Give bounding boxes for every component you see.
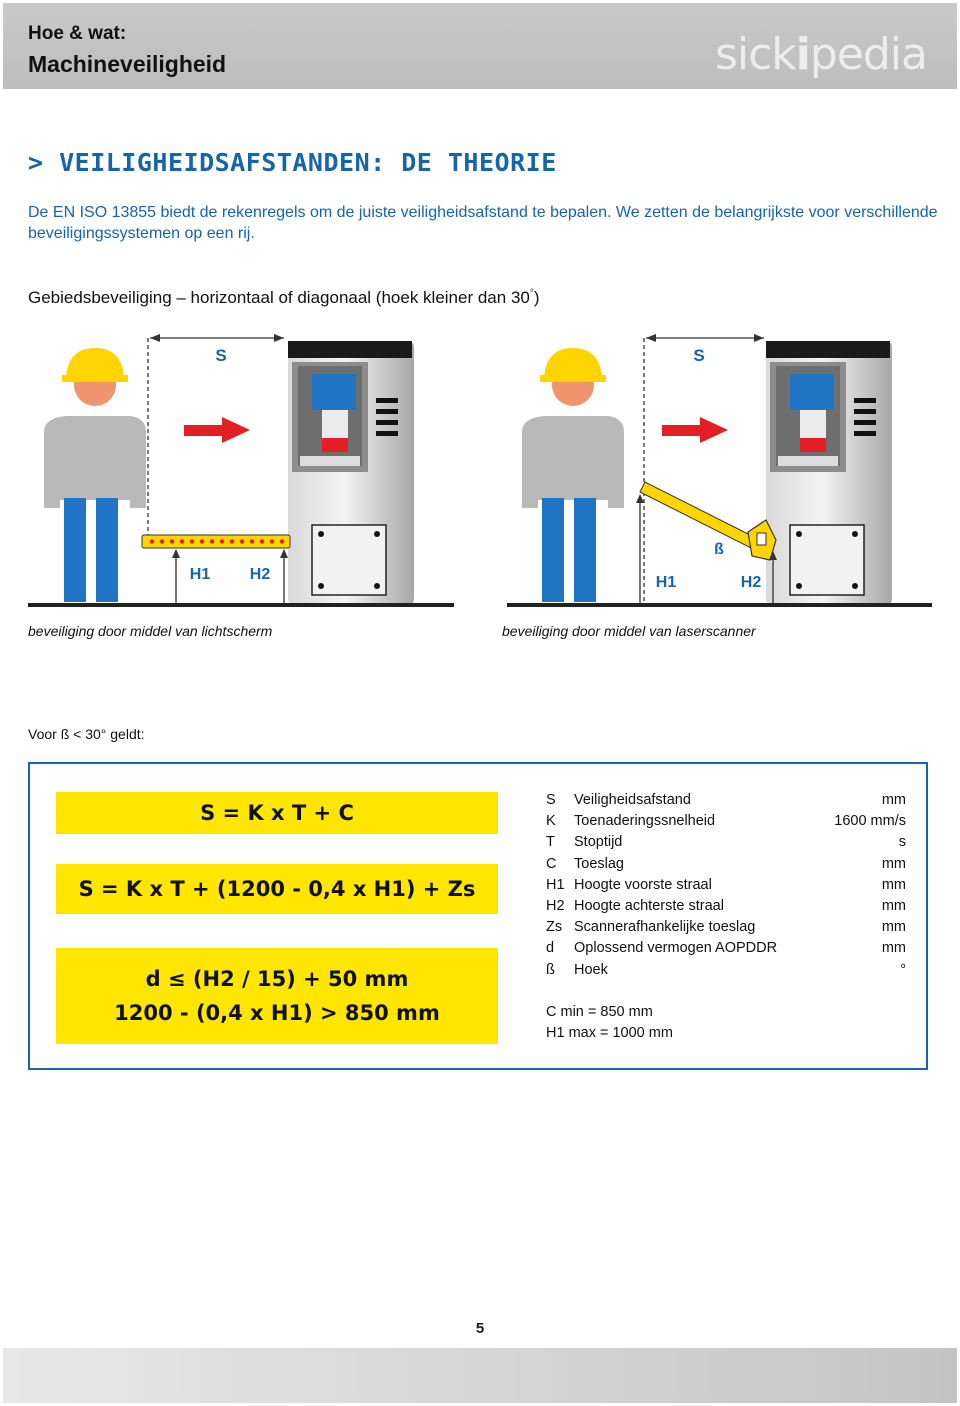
h1-label: H1	[655, 574, 677, 591]
left-scene	[28, 334, 454, 607]
formula-conditions: d ≤ (H2 / 15) + 50 mm 1200 - (0,4 x H1) > 850 mm	[56, 948, 498, 1044]
h2-label: H2	[249, 566, 271, 583]
legend-row: Zs Scannerafhankelijke toeslag mm	[546, 919, 906, 936]
h2-label: H2	[740, 574, 762, 591]
right-scene	[507, 334, 932, 607]
legend-row: T Stoptijd s	[546, 834, 906, 851]
floor-line	[28, 603, 454, 607]
section-title: > VEILIGHEIDSAFSTANDEN: DE THEORIE	[28, 148, 557, 177]
figure-title: Gebiedsbeveiliging – horizontaal of diagonaal (hoek kleiner dan 30°)	[28, 288, 540, 307]
header-title: Machineveiligheid	[28, 51, 227, 77]
left-caption: beveiliging door middel van lichtscherm	[28, 623, 273, 639]
worker-figure	[44, 348, 146, 602]
beta-label: ß	[714, 541, 724, 558]
footer-bar	[3, 1348, 957, 1403]
safety-distance-illustration	[0, 320, 960, 620]
legend-row: H1 Hoogte voorste straal mm	[546, 876, 906, 893]
header-bar	[3, 3, 957, 89]
floor-line	[507, 603, 932, 607]
page-number: 5	[475, 1320, 485, 1337]
note-c-min: C min = 850 mm	[546, 1003, 653, 1020]
legend-row: S Veiligheidsafstand mm	[546, 792, 906, 808]
worker-figure	[522, 348, 624, 602]
machine	[288, 341, 414, 605]
light-curtain	[142, 535, 290, 548]
header-kicker: Hoe & wat:	[28, 23, 127, 44]
intro-text: De EN ISO 13855 biedt de rekenregels om de juiste veiligheidsafstand te bepalen. We zetten de belangrijkste voor verschillende beveiligingssystemen op een rij.	[28, 204, 938, 242]
legend-row: K Toenaderingssnelheid 1600 mm/s	[546, 813, 906, 830]
approach-arrow	[184, 417, 250, 443]
h1-label: H1	[189, 566, 211, 583]
condition-text: Voor ß < 30° geldt:	[28, 726, 145, 742]
formula-box	[28, 762, 928, 1070]
legend-row: H2 Hoogte achterste straal mm	[546, 897, 906, 914]
note-h1-max: H1 max = 1000 mm	[546, 1025, 673, 1042]
legend-row: d Oplossend vermogen AOPDDR mm	[546, 940, 906, 957]
s-label: S	[215, 346, 227, 365]
formula-basic: S = K x T + C	[56, 792, 498, 834]
brand-logo: sickipedia	[714, 29, 927, 80]
symbol-legend	[546, 790, 906, 1044]
approach-arrow	[662, 417, 728, 443]
formula-scanner: S = K x T + (1200 - 0,4 x H1) + Zs	[56, 864, 498, 914]
machine	[766, 341, 892, 605]
legend-row: C Toeslag mm	[546, 855, 906, 872]
right-caption: beveiliging door middel van laserscanner	[502, 623, 756, 639]
legend-row: ß Hoek °	[546, 961, 906, 978]
s-label: S	[693, 346, 705, 365]
laser-scanner	[640, 482, 776, 560]
